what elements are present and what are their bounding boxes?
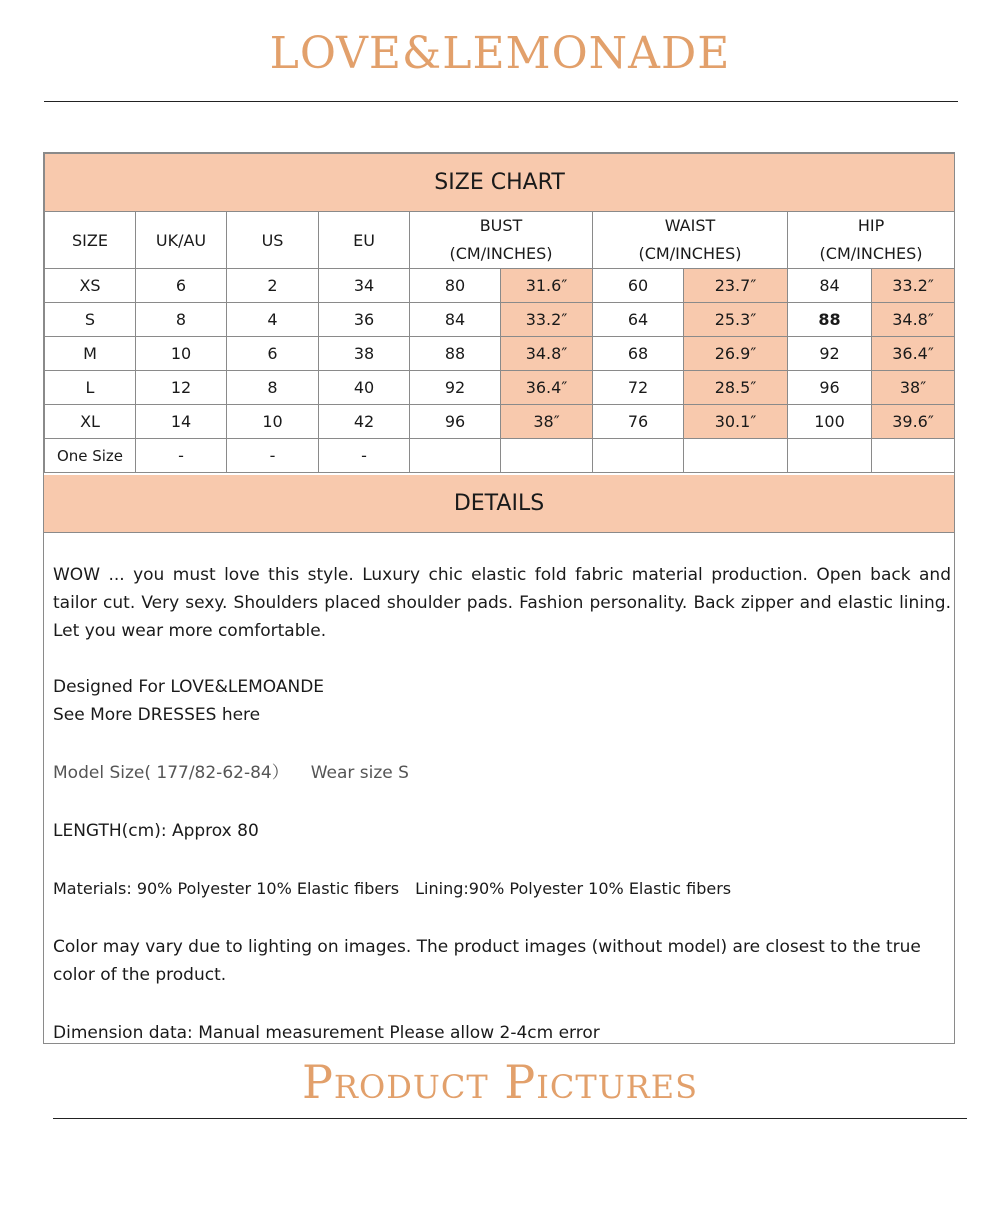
cell-bust-in: 31.6″: [501, 269, 593, 303]
cell-hip-in: 33.2″: [872, 269, 955, 303]
cell-size: XS: [45, 269, 136, 303]
cell-us: 6: [227, 337, 319, 371]
divider: [44, 101, 958, 102]
cell-us: -: [227, 439, 319, 473]
table-row: [45, 269, 955, 303]
header-hip-label: HIP: [857, 216, 885, 235]
cell-bust-cm: 84: [410, 303, 501, 337]
cell-eu: 42: [319, 405, 410, 439]
cell-ukau: 6: [136, 269, 227, 303]
brand-logo: LOVE&LEMONADE: [269, 28, 731, 79]
cell-hip-in: 38″: [872, 371, 955, 405]
header-waist-unit: (CM/INCHES): [638, 244, 742, 263]
wear-size: Wear size S: [310, 763, 409, 783]
details-intro: WOW ... you must love this style. Luxury chic elastic fold fabric material production. Open back and tailor cut. Very sexy. Shoulders placed shoulder pads. Fashion personality. Back zipper and elastic lining. Let you wear more comfortable.: [53, 565, 951, 641]
cell-eu: 36: [319, 303, 410, 337]
cell-waist-in: 28.5″: [684, 371, 788, 405]
see-more-link[interactable]: See More DRESSES here: [53, 705, 261, 725]
table-header-row: [45, 212, 955, 269]
cell-bust-cm: 80: [410, 269, 501, 303]
cell-ukau: 10: [136, 337, 227, 371]
size-chart-table: [44, 153, 955, 473]
cell-hip-in: 36.4″: [872, 337, 955, 371]
cell-hip-cm: 84: [788, 269, 872, 303]
cell-hip-cm: 96: [788, 371, 872, 405]
materials-info: Materials: 90% Polyester 10% Elastic fibers: [53, 879, 400, 898]
table-row: [45, 405, 955, 439]
cell-hip-cm: [788, 439, 872, 473]
header-ukau: UK/AU: [136, 212, 227, 269]
table-row: [45, 337, 955, 371]
cell-hip-in: [872, 439, 955, 473]
cell-ukau: 14: [136, 405, 227, 439]
designed-for: Designed For LOVE&LEMOANDE: [53, 677, 325, 697]
cell-size: S: [45, 303, 136, 337]
cell-waist-in: 25.3″: [684, 303, 788, 337]
cell-size: XL: [45, 405, 136, 439]
cell-hip-in: 34.8″: [872, 303, 955, 337]
divider: [53, 1118, 967, 1119]
header-bust-unit: (CM/INCHES): [449, 244, 553, 263]
table-row: [45, 303, 955, 337]
cell-eu: 34: [319, 269, 410, 303]
cell-waist-in: 30.1″: [684, 405, 788, 439]
cell-us: 10: [227, 405, 319, 439]
model-size: Model Size( 177/82-62-84）: [53, 763, 289, 783]
cell-bust-cm: 96: [410, 405, 501, 439]
cell-eu: -: [319, 439, 410, 473]
cell-waist-cm: 76: [593, 405, 684, 439]
cell-size: M: [45, 337, 136, 371]
cell-us: 2: [227, 269, 319, 303]
header-hip: [788, 212, 955, 269]
cell-bust-in: 38″: [501, 405, 593, 439]
cell-ukau: -: [136, 439, 227, 473]
header-hip-unit: (CM/INCHES): [819, 244, 923, 263]
cell-bust-in: [501, 439, 593, 473]
cell-waist-cm: [593, 439, 684, 473]
cell-waist-in: 26.9″: [684, 337, 788, 371]
table-row: [45, 439, 955, 473]
length-info: LENGTH(cm): Approx 80: [53, 821, 259, 841]
cell-us: 4: [227, 303, 319, 337]
header-bust-label: BUST: [479, 216, 523, 235]
cell-hip-cm: 88: [788, 303, 872, 337]
cell-waist-cm: 60: [593, 269, 684, 303]
cell-bust-in: 33.2″: [501, 303, 593, 337]
cell-ukau: 12: [136, 371, 227, 405]
cell-bust-in: 34.8″: [501, 337, 593, 371]
table-row: [45, 371, 955, 405]
cell-bust-in: 36.4″: [501, 371, 593, 405]
cell-waist-cm: 72: [593, 371, 684, 405]
cell-waist-in: [684, 439, 788, 473]
size-chart-panel: [43, 152, 955, 1044]
cell-ukau: 8: [136, 303, 227, 337]
header-waist-label: WAIST: [664, 216, 716, 235]
color-note: Color may vary due to lighting on images. The product images (without model) are closest to the true color of the product.: [53, 937, 921, 985]
cell-hip-in: 39.6″: [872, 405, 955, 439]
cell-hip-cm: 100: [788, 405, 872, 439]
cell-us: 8: [227, 371, 319, 405]
cell-eu: 38: [319, 337, 410, 371]
product-pictures-heading: Product Pictures: [301, 1055, 699, 1109]
cell-size: One Size: [45, 439, 136, 473]
dimension-note: Dimension data: Manual measurement Please allow 2-4cm error: [53, 1023, 600, 1043]
cell-eu: 40: [319, 371, 410, 405]
header-size: SIZE: [45, 212, 136, 269]
cell-size: L: [45, 371, 136, 405]
size-chart-title: SIZE CHART: [45, 154, 955, 212]
cell-waist-cm: 68: [593, 337, 684, 371]
cell-waist-in: 23.7″: [684, 269, 788, 303]
cell-bust-cm: 88: [410, 337, 501, 371]
cell-waist-cm: 64: [593, 303, 684, 337]
header-us: US: [227, 212, 319, 269]
lining-info: Lining:90% Polyester 10% Elastic fibers: [415, 879, 732, 898]
header-waist: [593, 212, 788, 269]
cell-bust-cm: 92: [410, 371, 501, 405]
cell-bust-cm: [410, 439, 501, 473]
header-eu: EU: [319, 212, 410, 269]
details-title: DETAILS: [44, 475, 954, 533]
details-body: [53, 561, 951, 1047]
header-bust: [410, 212, 593, 269]
cell-hip-cm: 92: [788, 337, 872, 371]
